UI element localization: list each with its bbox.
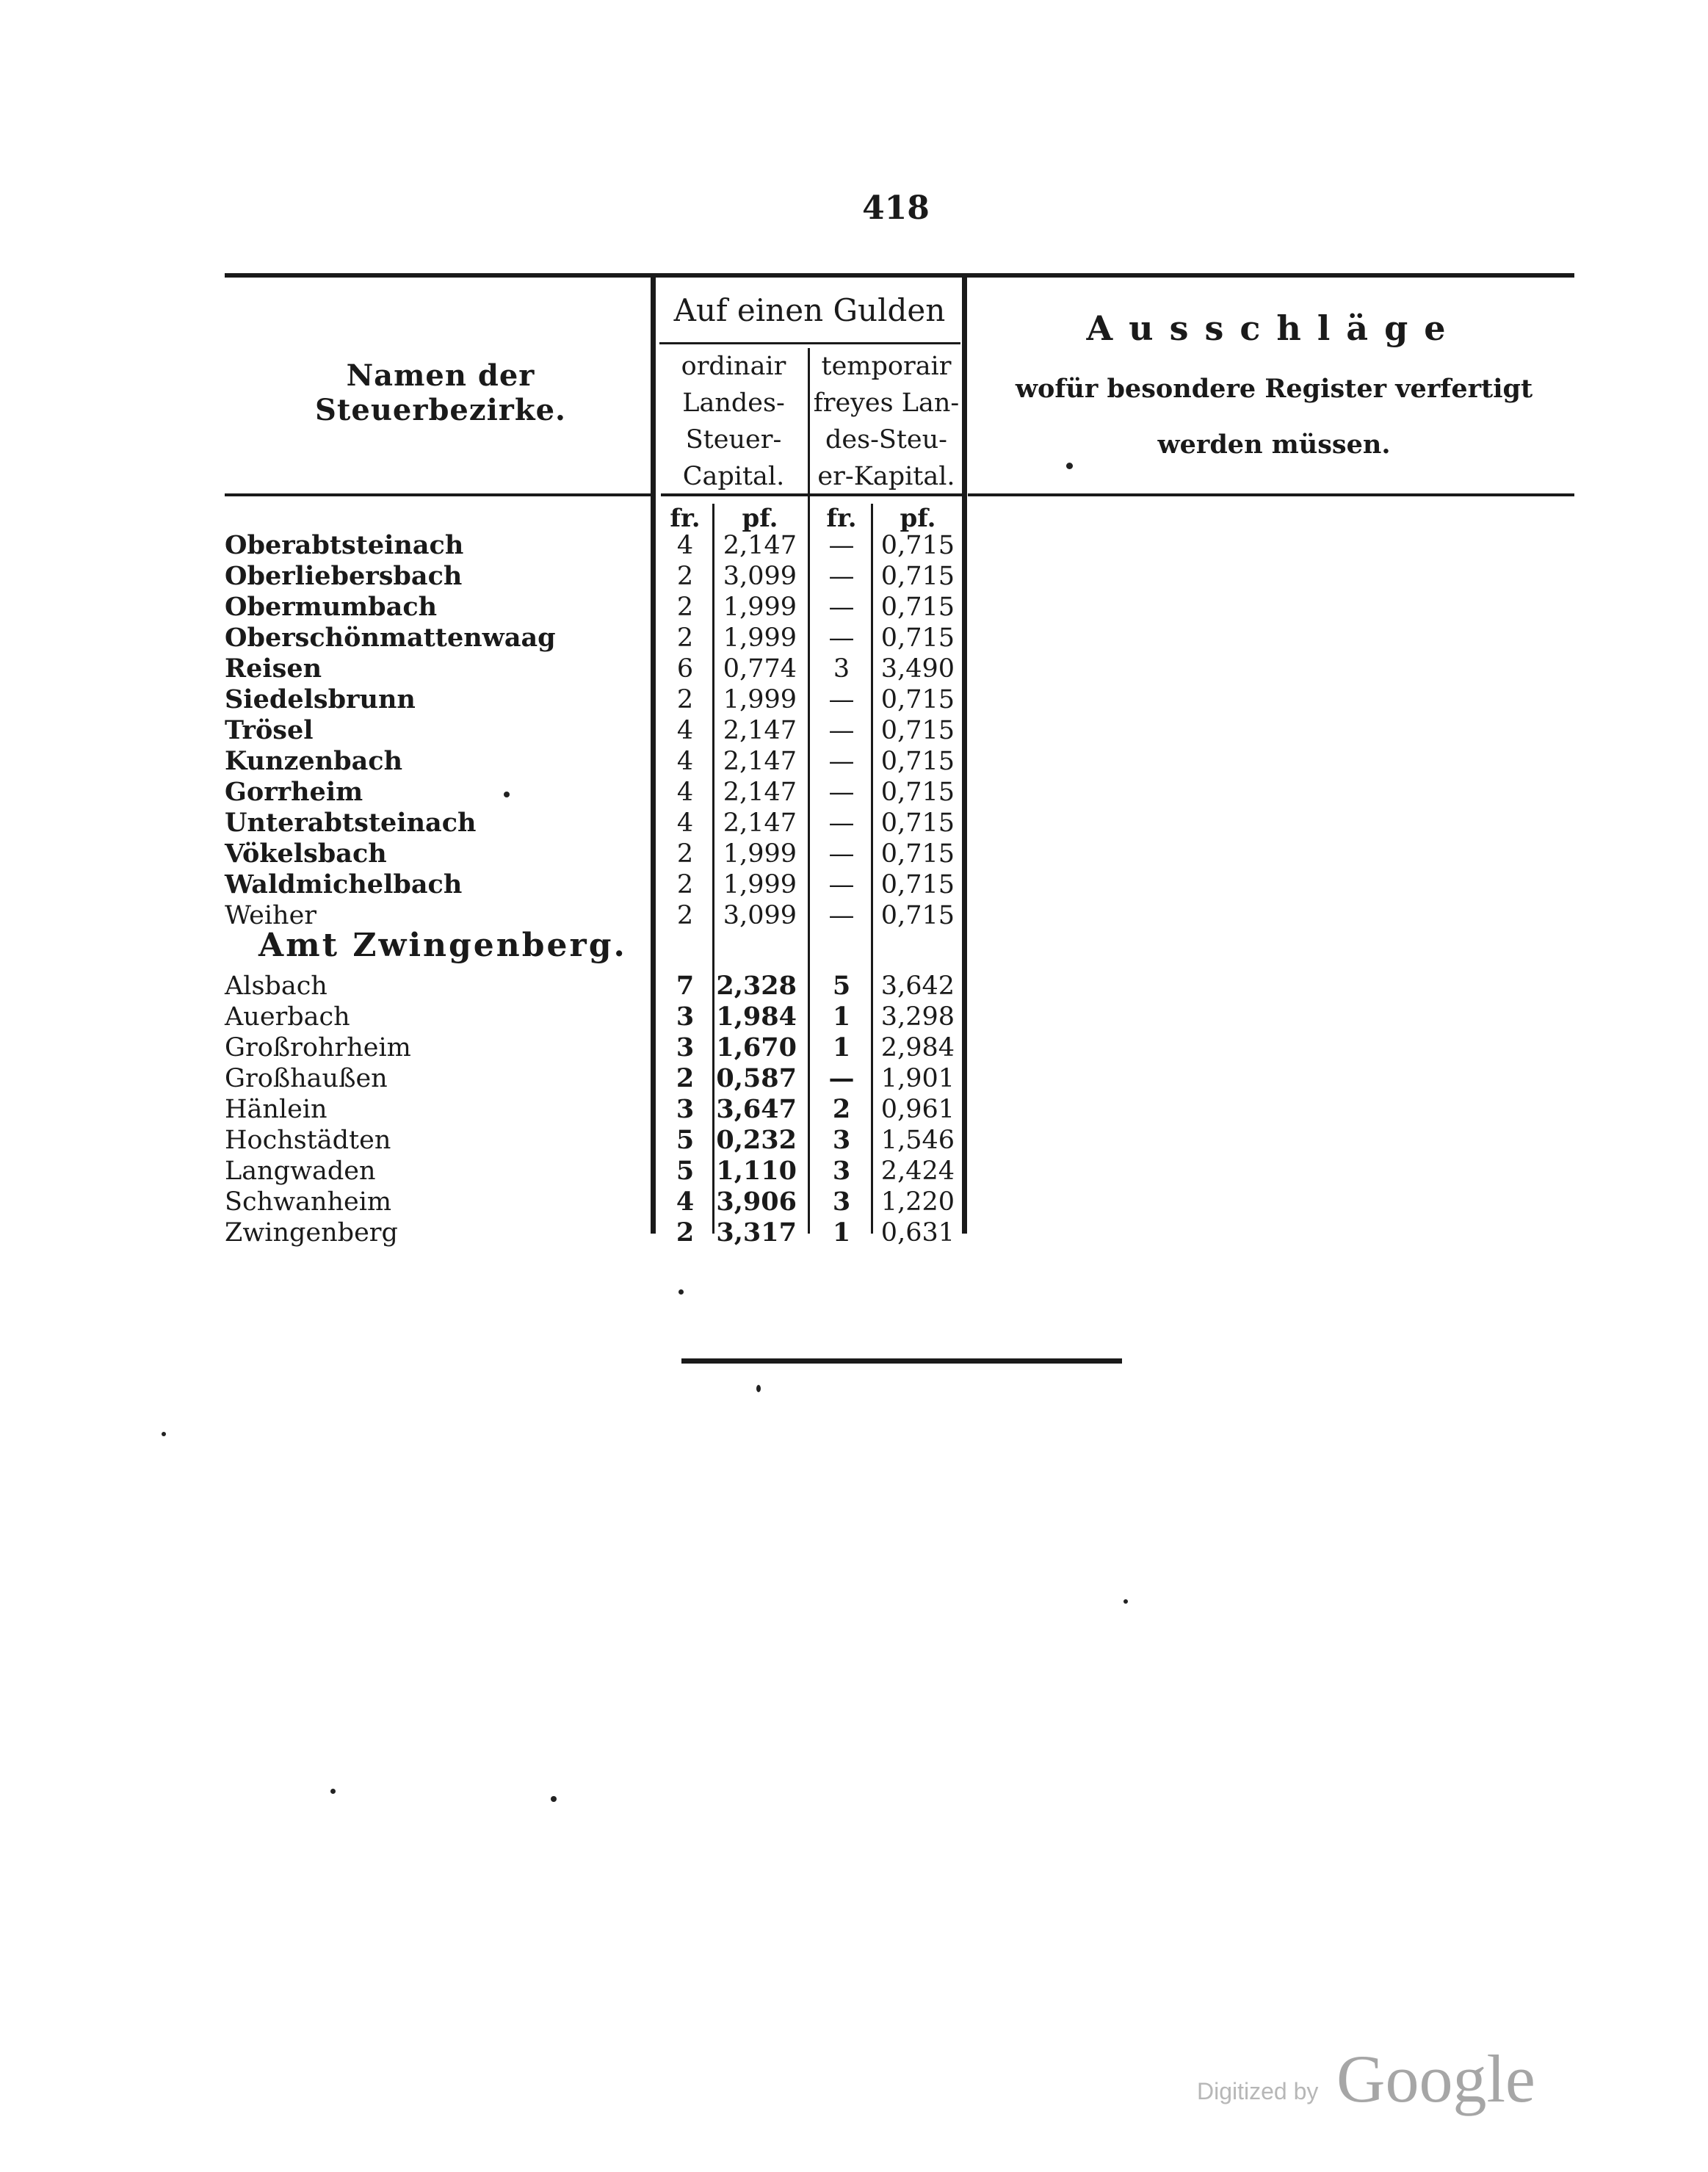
table-row [0, 654, 1708, 684]
cell-kr2: — [828, 870, 855, 899]
cell-pf1: 2,328 [716, 971, 797, 1001]
table-row [0, 623, 1708, 654]
cell-pf2: 0,631 [880, 1218, 955, 1248]
cell-pf2: 0,715 [880, 562, 955, 591]
cell-pf1: 1,999 [723, 593, 797, 622]
cell-pf2: 0,715 [880, 716, 955, 745]
cell-kr1: 4 [676, 1187, 695, 1217]
header-rule-right [968, 493, 1574, 496]
cell-kr2: 1 [832, 1002, 851, 1032]
cell-kr1: 4 [676, 531, 694, 560]
table-row [0, 1217, 1708, 1248]
cell-kr1: 2 [676, 870, 694, 899]
cell-pf2: 0,961 [880, 1095, 955, 1124]
cell-kr2: — [828, 808, 855, 838]
header-line: freyes Lan- [813, 388, 960, 418]
cell-kr1: 2 [676, 593, 694, 622]
table-row [0, 900, 1708, 931]
cell-pf1: 2,147 [723, 778, 797, 807]
unit-label-pf1: pf. [742, 504, 778, 533]
cell-pf1: 3,906 [716, 1187, 797, 1217]
cell-pf2: 0,715 [880, 531, 955, 560]
header-rule-left [225, 493, 651, 496]
district-name: Weiher [225, 901, 317, 930]
district-name: Hochstädten [225, 1126, 391, 1155]
cell-pf1: 2,147 [723, 808, 797, 838]
cell-pf2: 0,715 [880, 901, 955, 930]
district-name: Siedelsbrunn [225, 684, 416, 714]
cell-pf1: 1,999 [723, 839, 797, 869]
unit-label-pf2: pf. [900, 504, 936, 533]
section-heading: Amt Zwingenberg. [258, 927, 627, 964]
header-line: wofür besondere Register verfertigt [1015, 374, 1533, 404]
unit-label-kr1: fr. [670, 504, 701, 533]
cell-kr2: — [828, 685, 855, 714]
cell-kr2: — [828, 593, 855, 622]
scan-speck [756, 1385, 761, 1392]
district-name: Auerbach [225, 1002, 350, 1032]
cell-kr2: 5 [832, 971, 851, 1001]
column-header-gulden: Auf einen Gulden [673, 292, 946, 328]
cell-pf1: 1,999 [723, 870, 797, 899]
district-name: Großhaußen [225, 1064, 388, 1093]
scan-speck [1123, 1599, 1128, 1604]
district-name: Waldmichelbach [225, 869, 463, 899]
cell-kr1: 4 [676, 716, 694, 745]
table-row [0, 746, 1708, 777]
table-row [0, 808, 1708, 839]
closing-rule [681, 1358, 1122, 1364]
cell-pf2: 0,715 [880, 870, 955, 899]
cell-kr2: — [828, 839, 855, 869]
cell-pf1: 0,774 [723, 654, 797, 684]
cell-pf2: 3,298 [880, 1002, 955, 1032]
gulden-rule [659, 342, 960, 344]
cell-kr2: — [828, 562, 855, 591]
cell-pf2: 2,424 [880, 1156, 955, 1186]
district-name: Oberliebersbach [225, 561, 463, 591]
cell-kr2: — [828, 716, 855, 745]
cell-pf2: 0,715 [880, 593, 955, 622]
cell-pf2: 1,546 [880, 1126, 955, 1155]
table-row [0, 684, 1708, 715]
cell-kr2: — [828, 531, 855, 560]
scan-speck [162, 1432, 166, 1436]
watermark-small-text: Digitized by [1197, 2078, 1319, 2104]
district-name: Gorrheim [225, 777, 363, 807]
table-row [0, 869, 1708, 900]
cell-pf1: 1,999 [723, 623, 797, 653]
table-row [0, 592, 1708, 623]
cell-kr1: 3 [676, 1094, 695, 1124]
district-name: Schwanheim [225, 1187, 392, 1217]
district-name: Kunzenbach [225, 746, 403, 776]
column-header-names: Namen der Steuerbezirke. [315, 358, 566, 427]
table-row [0, 561, 1708, 592]
cell-kr2: — [828, 623, 855, 653]
table-row [0, 1094, 1708, 1125]
cell-kr1: 3 [676, 1002, 695, 1032]
cell-kr1: 2 [676, 623, 694, 653]
cell-kr2: 1 [832, 1217, 851, 1248]
table-row [0, 1002, 1708, 1032]
district-name: Reisen [225, 654, 322, 684]
cell-pf2: 3,642 [880, 971, 955, 1001]
cell-pf2: 1,220 [880, 1187, 955, 1217]
cell-kr2: — [828, 901, 855, 930]
district-name: Oberabtsteinach [225, 530, 464, 560]
cell-pf1: 3,099 [723, 562, 797, 591]
scan-speck [504, 792, 510, 797]
cell-pf1: 1,110 [716, 1156, 797, 1186]
cell-pf2: 0,715 [880, 808, 955, 838]
cell-pf1: 1,999 [723, 685, 797, 714]
table-row [0, 530, 1708, 561]
unit-label-kr2: fr. [826, 504, 857, 533]
cell-pf1: 2,147 [723, 716, 797, 745]
table-row [0, 1125, 1708, 1156]
cell-kr1: 3 [676, 1032, 695, 1063]
cell-pf2: 3,490 [880, 654, 955, 684]
district-name: Trösel [225, 715, 314, 745]
cell-pf1: 1,670 [716, 1032, 797, 1063]
column-header-ausschlaege: Ausschläge [1086, 308, 1462, 348]
cell-kr2: — [828, 778, 855, 807]
district-name: Oberschönmattenwaag [225, 623, 556, 653]
cell-kr1: 2 [676, 1063, 695, 1093]
cell-kr1: 2 [676, 839, 694, 869]
cell-pf1: 3,647 [716, 1094, 797, 1124]
table-row [0, 839, 1708, 869]
google-logo: Google [1336, 2041, 1535, 2116]
cell-kr1: 2 [676, 685, 694, 714]
cell-kr2: 3 [832, 1156, 851, 1186]
cell-pf1: 0,232 [716, 1125, 797, 1155]
column-header-temporair [811, 348, 962, 495]
cell-kr1: 6 [676, 654, 694, 684]
cell-kr1: 2 [676, 901, 694, 930]
district-name: Alsbach [225, 971, 328, 1001]
cell-kr1: 4 [676, 778, 694, 807]
cell-kr1: 5 [676, 1125, 695, 1155]
header-line: des-Steu- [825, 425, 948, 455]
table-row [0, 777, 1708, 808]
cell-kr1: 4 [676, 747, 694, 776]
cell-pf2: 0,715 [880, 747, 955, 776]
table-row [0, 1156, 1708, 1187]
column-header-ausschlaege-note [980, 361, 1568, 473]
cell-pf2: 0,715 [880, 623, 955, 653]
page-number: 418 [862, 189, 930, 227]
scan-speck [551, 1796, 557, 1802]
cell-pf1: 2,147 [723, 531, 797, 560]
top-rule [225, 273, 1574, 278]
cell-kr1: 4 [676, 808, 694, 838]
scan-speck [679, 1289, 684, 1295]
cell-pf1: 3,099 [723, 901, 797, 930]
cell-pf1: 3,317 [716, 1217, 797, 1248]
district-name: Langwaden [225, 1156, 376, 1186]
cell-pf2: 2,984 [880, 1033, 955, 1063]
header-line: Steuer- [685, 425, 782, 455]
cell-pf1: 0,587 [716, 1063, 797, 1093]
cell-kr2: — [828, 1063, 855, 1093]
header-line: werden müssen. [1157, 430, 1391, 460]
cell-kr2: 1 [832, 1032, 851, 1063]
column-header-ordinair [661, 348, 806, 495]
district-name: Großrohrheim [225, 1033, 411, 1063]
header-line: er-Kapital. [817, 462, 955, 491]
district-name: Zwingenberg [225, 1218, 398, 1248]
table-row [0, 1032, 1708, 1063]
table-row [0, 1063, 1708, 1094]
cell-kr1: 7 [676, 971, 695, 1001]
district-name: Hänlein [225, 1095, 328, 1124]
cell-kr2: 3 [832, 1187, 851, 1217]
header-line: Capital. [682, 462, 785, 491]
cell-kr2: 3 [833, 654, 850, 684]
district-name: Obermumbach [225, 592, 438, 622]
cell-pf2: 1,901 [880, 1064, 955, 1093]
cell-kr1: 2 [676, 1217, 695, 1248]
district-name: Unterabtsteinach [225, 808, 477, 838]
header-line: ordinair [681, 352, 786, 381]
table-row [0, 971, 1708, 1002]
scan-speck [1066, 463, 1073, 469]
cell-kr1: 2 [676, 562, 694, 591]
cell-pf1: 1,984 [716, 1002, 797, 1032]
district-name: Vökelsbach [225, 839, 387, 869]
cell-pf2: 0,715 [880, 685, 955, 714]
table-row [0, 1187, 1708, 1217]
cell-pf1: 2,147 [723, 747, 797, 776]
cell-kr2: 3 [832, 1125, 851, 1155]
cell-pf2: 0,715 [880, 839, 955, 869]
table-row [0, 715, 1708, 746]
digitized-watermark [1197, 2040, 1542, 2121]
cell-kr2: 2 [832, 1094, 851, 1124]
header-line: Landes- [682, 388, 785, 418]
header-line: temporair [821, 352, 952, 381]
scan-speck [330, 1789, 336, 1794]
cell-kr1: 5 [676, 1156, 695, 1186]
cell-kr2: — [828, 747, 855, 776]
cell-pf2: 0,715 [880, 778, 955, 807]
